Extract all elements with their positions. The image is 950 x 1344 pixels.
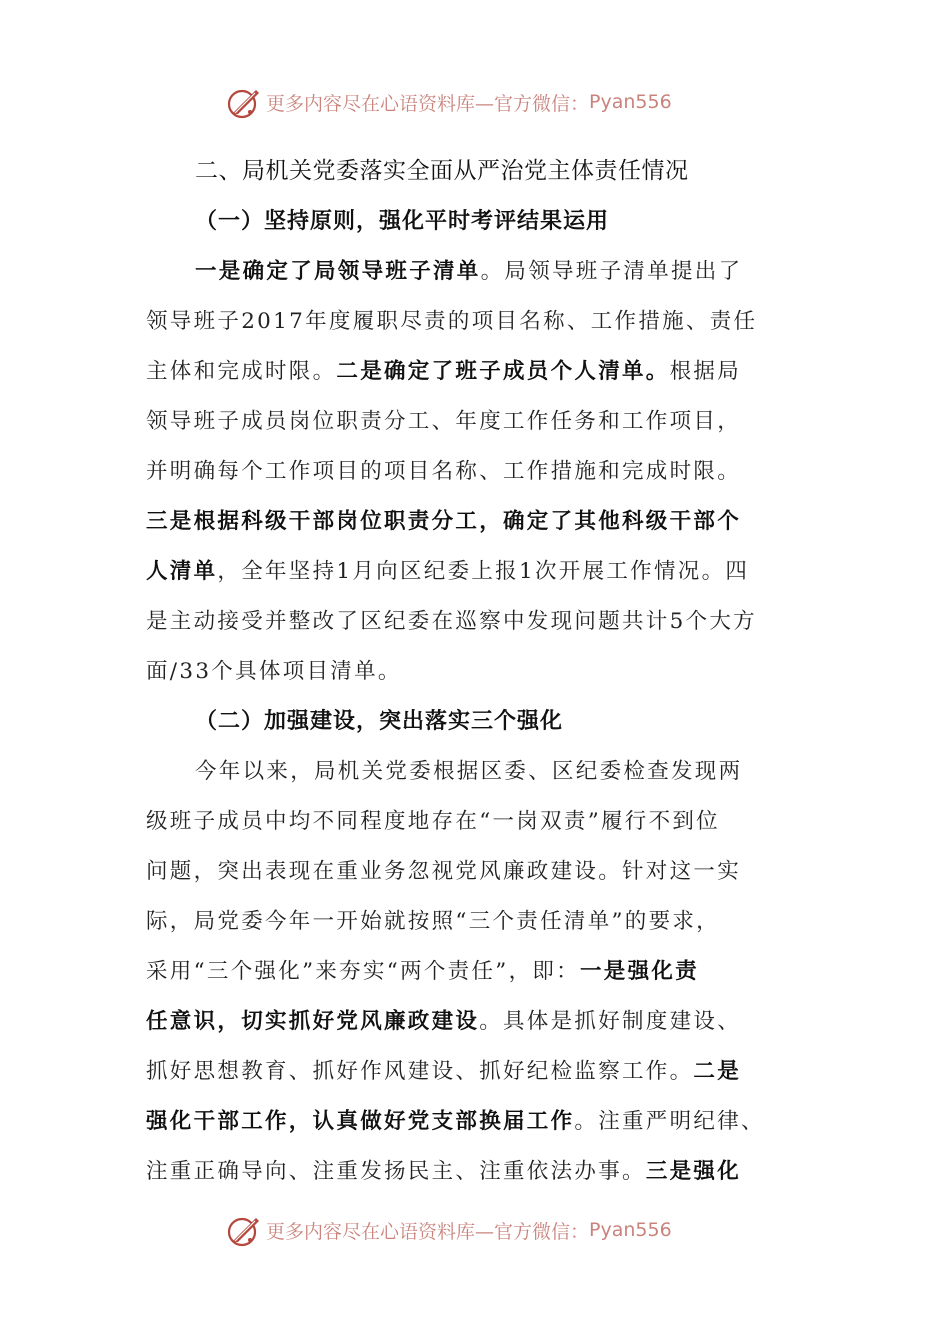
quill-pen-logo-icon [226,84,262,120]
paragraph-line: 面/33个具体项目清单。 [146,659,402,684]
text-run: 。注重严明纪律、 [574,1109,765,1134]
paragraph-line [146,1054,741,1085]
bold-phrase: 二是 [693,1059,742,1084]
paragraph-line [146,954,699,985]
watermark-wechat-id: Pyan556 [589,1219,672,1241]
paragraph-line: 级班子成员中均不同程度地存在“一岗双责”履行不到位 [146,809,720,834]
paragraph-line: 际，局党委今年一开始就按照“三个责任清单”的要求， [146,909,720,934]
paragraph-line: 并明确每个工作项目的项目名称、工作措施和完成时限。 [146,459,742,484]
watermark-header [226,82,672,122]
bold-phrase: 三是强化 [645,1159,742,1184]
bold-phrase: 人清单 [146,559,218,584]
paragraph-line: 是主动接受并整改了区纪委在巡察中发现问题共计5个大方 [146,609,757,634]
watermark-text: 更多内容尽在心语资料库—官方微信： [266,92,590,115]
bold-phrase: 任意识，切实抓好党风廉政建设 [146,1009,480,1034]
subsection-title-1: （一）坚持原则，强化平时考评结果运用 [195,208,610,234]
quill-pen-logo-icon [226,1212,262,1248]
text-run: 。具体是抓好制度建设、 [479,1009,742,1034]
watermark-footer [226,1210,672,1250]
section-heading: 二、局机关党委落实全面从严治党主体责任情况 [195,158,689,184]
text-run: 采用“三个强化”来夯实“两个责任”，即： [146,959,580,984]
paragraph-line [146,1004,741,1035]
paragraph-line [146,1104,765,1135]
text-run: 抓好思想教育、抓好作风建设、抓好纪检监察工作。 [146,1059,694,1084]
watermark-wechat-id: Pyan556 [589,91,672,113]
bold-phrase: 一是强化责 [579,959,699,984]
paragraph-line: 问题，突出表现在重业务忽视党风廉政建设。针对这一实 [146,859,742,884]
text-run: 根据局 [669,359,742,384]
bold-phrase: 二是确定了班子成员个人清单。 [336,359,670,384]
paragraph-line: 领导班子2017年度履职尽责的项目名称、工作措施、责任 [146,309,758,334]
paragraph-line [146,354,741,385]
paragraph-line [146,554,749,585]
watermark-text: 更多内容尽在心语资料库—官方微信： [266,1220,590,1243]
paragraph-line [195,254,742,285]
paragraph-line: 今年以来，局机关党委根据区委、区纪委检查发现两 [195,759,743,784]
text-run: 。局领导班子清单提出了 [480,259,743,284]
subsection-title-2: （二）加强建设，突出落实三个强化 [195,708,564,734]
text-run: ，全年坚持1月向区纪委上报1次开展工作情况。四 [217,559,750,584]
bold-phrase: 一是确定了局领导班子清单 [195,259,481,284]
text-run: 注重正确导向、注重发扬民主、注重依法办事。 [146,1159,646,1184]
paragraph-line-bold: 三是根据科级干部岗位职责分工，确定了其他科级干部个 [146,509,742,534]
text-run: 主体和完成时限。 [146,359,337,384]
bold-phrase: 强化干部工作，认真做好党支部换届工作 [146,1109,575,1134]
paragraph-line [146,1154,741,1185]
paragraph-line: 领导班子成员岗位职责分工、年度工作任务和工作项目， [146,409,742,434]
